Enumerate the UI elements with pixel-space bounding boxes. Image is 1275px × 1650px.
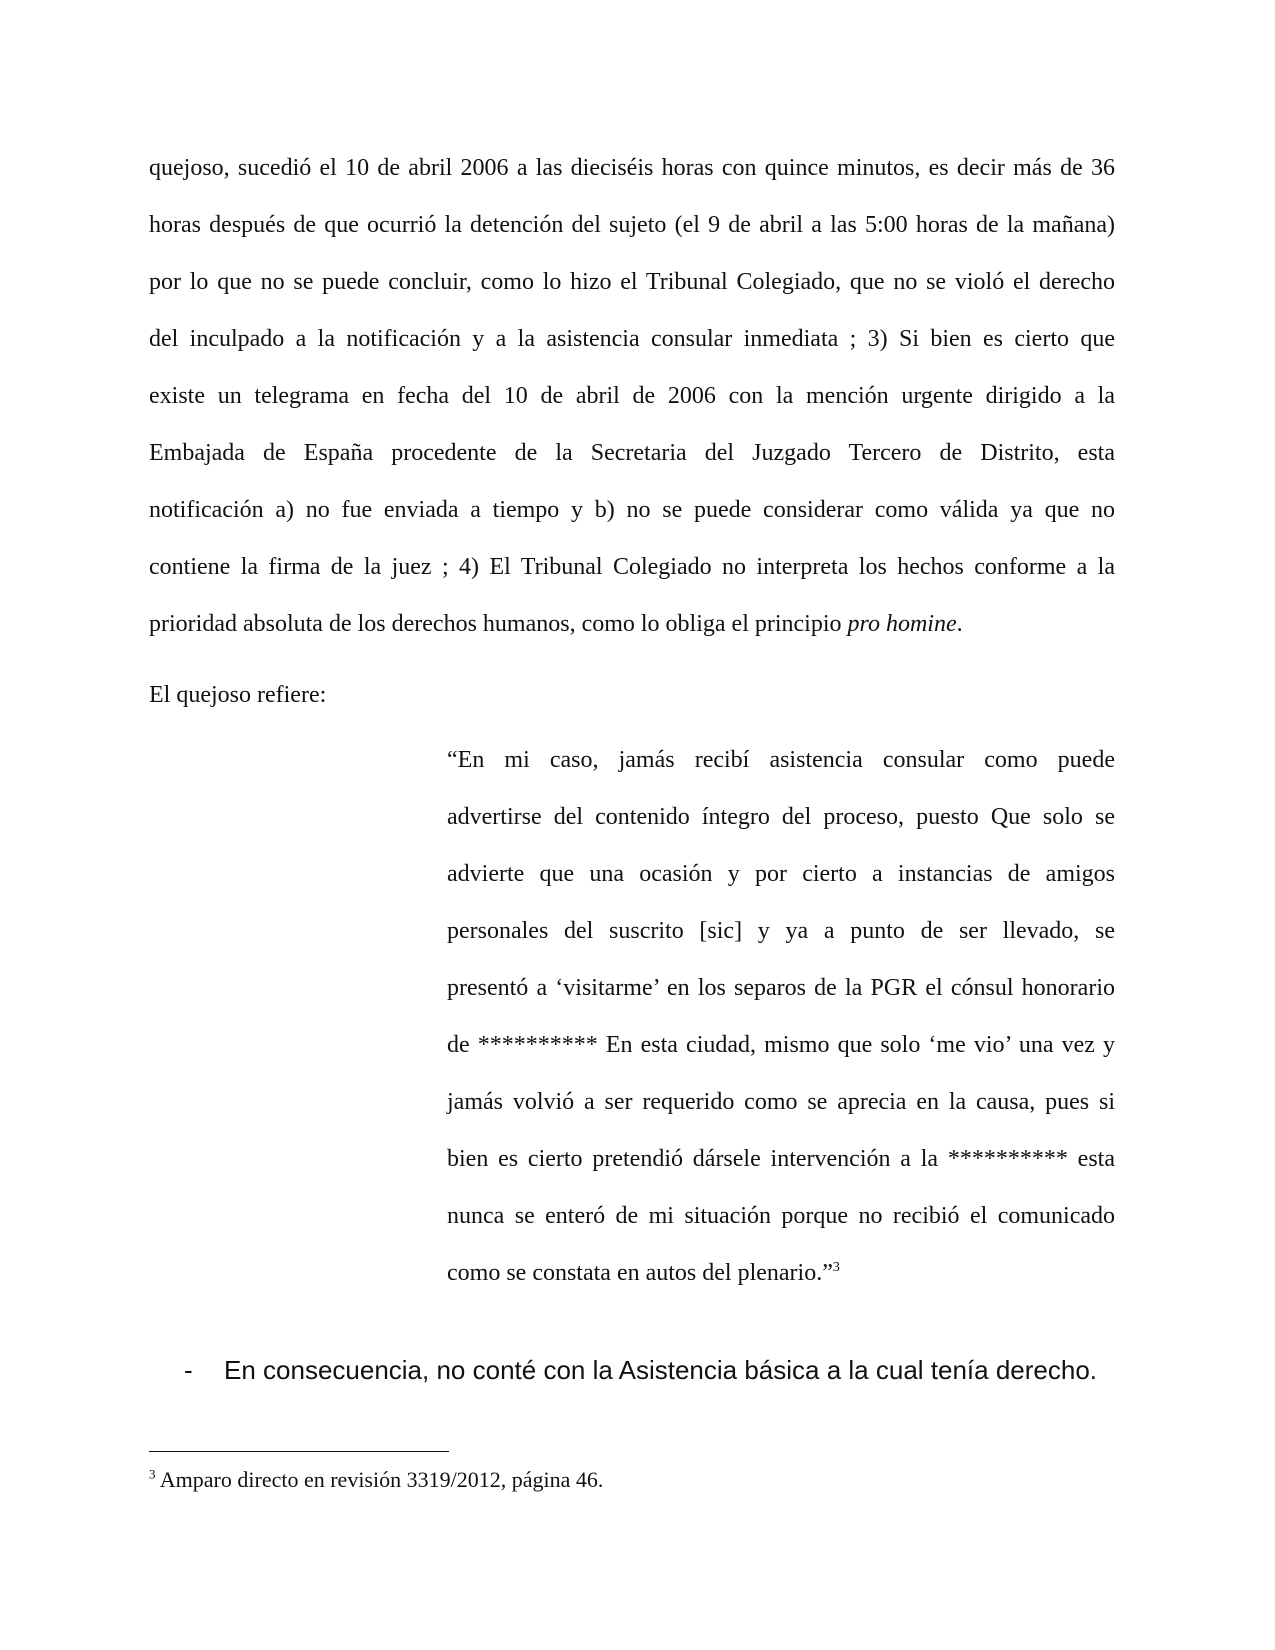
bullet-text: En consecuencia, no conté con la Asistencia básica a la cual tenía derecho.: [224, 1355, 1098, 1385]
quote-line: presentó a ‘visitarme’ en los separos de la PGR el cónsul honorario: [447, 975, 1115, 1001]
quote-line: bien es cierto pretendió dársele intervención a la ********** esta: [447, 1146, 1115, 1172]
quote-line: nunca se enteró de mi situación porque no recibió el comunicado: [447, 1203, 1115, 1229]
footnote-number: 3: [149, 1466, 156, 1482]
paragraph-last-line-prefix: prioridad absoluta de los derechos humanos, como lo obliga el principio: [149, 611, 848, 637]
quote-line: de ********** En esta ciudad, mismo que solo ‘me vio’ una vez y: [447, 1032, 1115, 1058]
body-paragraph: [149, 140, 1115, 653]
block-quote: [447, 732, 1115, 1302]
paragraph-line: existe un telegrama en fecha del 10 de abril de 2006 con la mención urgente dirigido a la: [149, 383, 1115, 409]
paragraph-line: Embajada de España procedente de la Secretaria del Juzgado Tercero de Distrito, esta: [149, 440, 1115, 466]
quote-last-line-text: como se constata en autos del plenario.”: [447, 1260, 833, 1286]
quote-line: advertirse del contenido íntegro del proceso, puesto Que solo se: [447, 804, 1115, 830]
paragraph-last-line-suffix: .: [956, 611, 963, 637]
paragraph-line: horas después de que ocurrió la detención del sujeto (el 9 de abril a las 5:00 horas de la mañana): [149, 212, 1115, 238]
quote-last-line: [447, 1245, 1115, 1302]
paragraph-last-line: [149, 596, 1115, 653]
bullet-marker: -: [184, 1355, 193, 1385]
quote-line: personales del suscrito [sic] y ya a punto de ser llevado, se: [447, 918, 1115, 944]
paragraph-line: contiene la firma de la juez ; 4) El Tribunal Colegiado no interpreta los hechos conforme a la: [149, 554, 1115, 580]
bullet-list-item: [184, 1353, 1104, 1387]
quote-line: “En mi caso, jamás recibí asistencia consular como puede: [447, 747, 1115, 773]
quote-intro: El quejoso refiere:: [149, 682, 327, 708]
paragraph-line: quejoso, sucedió el 10 de abril 2006 a las dieciséis horas con quince minutos, es decir más de 36: [149, 155, 1115, 181]
quote-line: advierte que una ocasión y por cierto a instancias de amigos: [447, 861, 1115, 887]
footnote-text: Amparo directo en revisión 3319/2012, página 46.: [155, 1467, 604, 1492]
quote-line: jamás volvió a ser requerido como se aprecia en la causa, pues si: [447, 1089, 1115, 1115]
footnote-separator: [149, 1451, 449, 1452]
paragraph-line: del inculpado a la notificación y a la asistencia consular inmediata ; 3) Si bien es cierto que: [149, 326, 1115, 352]
paragraph-line: por lo que no se puede concluir, como lo hizo el Tribunal Colegiado, que no se violó el derecho: [149, 269, 1115, 295]
footnote: [149, 1466, 603, 1494]
footnote-reference[interactable]: 3: [832, 1260, 840, 1275]
italic-term: pro homine: [847, 611, 957, 637]
paragraph-line: notificación a) no fue enviada a tiempo y b) no se puede considerar como válida ya que no: [149, 497, 1115, 523]
